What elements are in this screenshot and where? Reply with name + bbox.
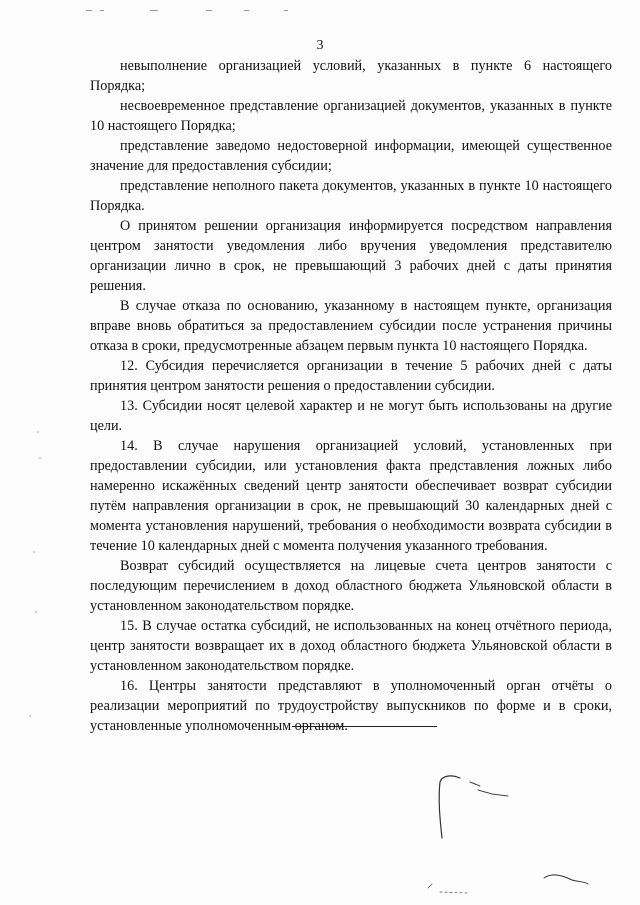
paragraph: невыполнение организацией условий, указанных в пункте 6 настоящего Порядка; [90, 58, 612, 94]
handwritten-signature [420, 760, 620, 900]
paragraph-item-13: 13. Субсидии носят целевой характер и не могут быть использованы на другие цели. [90, 398, 612, 434]
paragraph: Возврат субсидий осуществляется на лицевые счета центров занятости с последующим перечислением в доход областного бюджета Ульяновской области в установленном законодательством порядке. [90, 558, 612, 614]
separator-line [292, 726, 437, 727]
paragraph-item-15: 15. В случае остатка субсидий, не использованных на конец отчётного периода, центр занятости возвращает их в доход областного бюджета Ульяновской области в установленном законодательством порядке. [90, 618, 612, 674]
paragraph: О принятом решении организация информируется посредством направления центром занятости уведомления либо вручения уведомления представителю организации лично в срок, не превышающий 3 рабочих дней с даты принятия решения. [90, 218, 612, 294]
paragraph-item-16: 16. Центры занятости представляют в уполномоченный орган отчёты о реализации мероприятий по трудоустройству выпускников по форме и в сроки, установленные уполномоченным органом. [90, 678, 612, 734]
paragraph: представление заведомо недостоверной информации, имеющей существенное значение для предоставления субсидии; [90, 138, 612, 174]
paragraph-item-12: 12. Субсидия перечисляется организации в течение 5 рабочих дней с даты принятия центром занятости решения о предоставлении субсидии. [90, 358, 612, 394]
paragraph: представление неполного пакета документов, указанных в пункте 10 настоящего Порядка. [90, 178, 612, 214]
paragraph: несвоевременное представление организацией документов, указанных в пункте 10 настоящего Порядка; [90, 98, 612, 134]
paragraph: В случае отказа по основанию, указанному в настоящем пункте, организация вправе вновь обратиться за предоставлением субсидии после устранения причины отказа в сроки, предусмотренные абзацем первым пункта 10 настоящего Порядка. [90, 298, 612, 354]
document-body [90, 56, 612, 736]
page-number: 3 [316, 38, 324, 53]
paragraph-item-14: 14. В случае нарушения организацией условий, установленных при предоставлении субсидии, или установления факта представления ложных либо намеренно искажённых сведений центр занятости обеспечивает возврат субсидии путём направления организации в срок, не превышающий 30 календарных дней с момента установления нарушений, требования о необходимости возврата субсидии в течение 10 календарных дней с момента получения указанного требования. [90, 438, 612, 554]
